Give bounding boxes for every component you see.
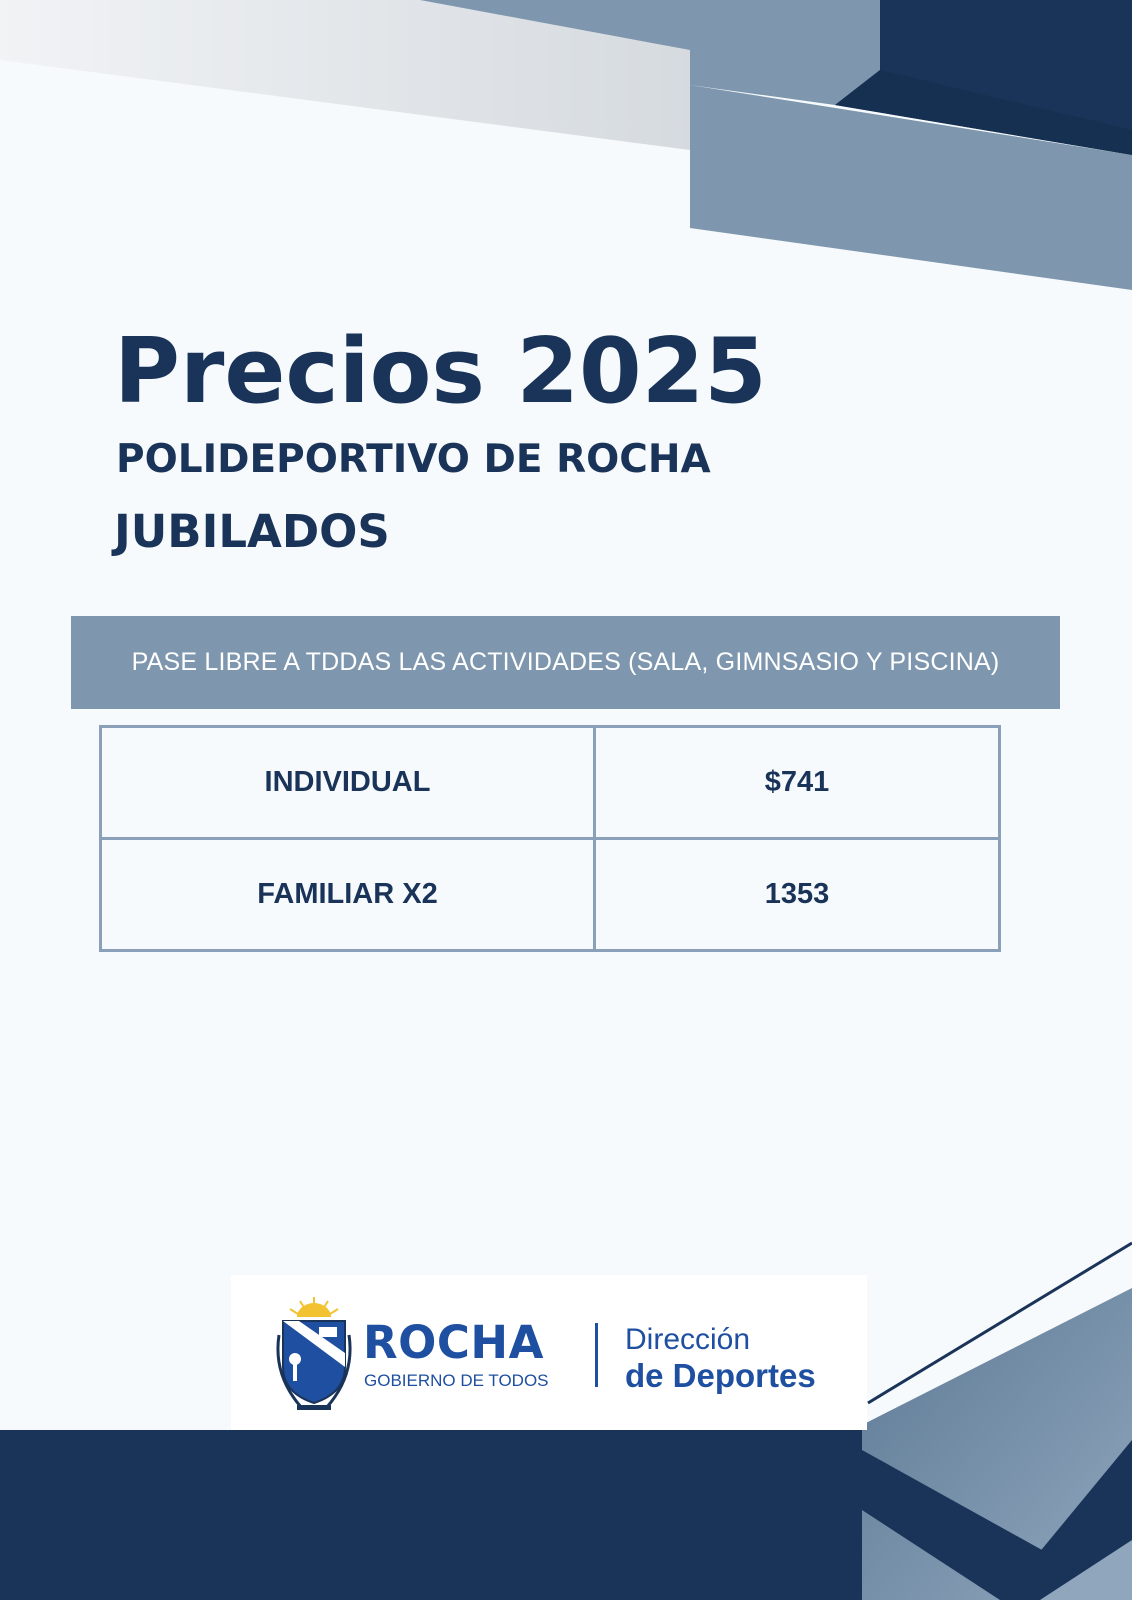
pass-banner-text: PASE LIBRE A TDDAS LAS ACTIVIDADES (SALA, GIMNSASIO Y PISCINA) [131,648,1000,676]
brand-tagline: GOBIERNO DE TODOS [364,1371,549,1390]
department-line-1: Dirección [625,1323,751,1356]
bottom-navy-footer [0,1430,862,1600]
price-label: FAMILIAR X2 [101,839,595,951]
coat-of-arms-icon [273,1295,355,1415]
brand-name: ROCHA [363,1316,544,1369]
pass-banner [71,616,1060,709]
page-title: Precios 2025 [114,319,767,424]
price-value: $741 [595,727,1000,839]
department-line-2: de Deportes [625,1357,816,1394]
venue-subtitle: POLIDEPORTIVO DE ROCHA [116,437,711,482]
price-value: 1353 [595,839,1000,951]
logo-divider [595,1323,598,1387]
table-row [101,839,1000,951]
price-label: INDIVIDUAL [101,727,595,839]
price-table [99,725,1001,952]
footer-logo [231,1275,867,1430]
table-row [101,727,1000,839]
audience-heading: JUBILADOS [114,505,390,558]
